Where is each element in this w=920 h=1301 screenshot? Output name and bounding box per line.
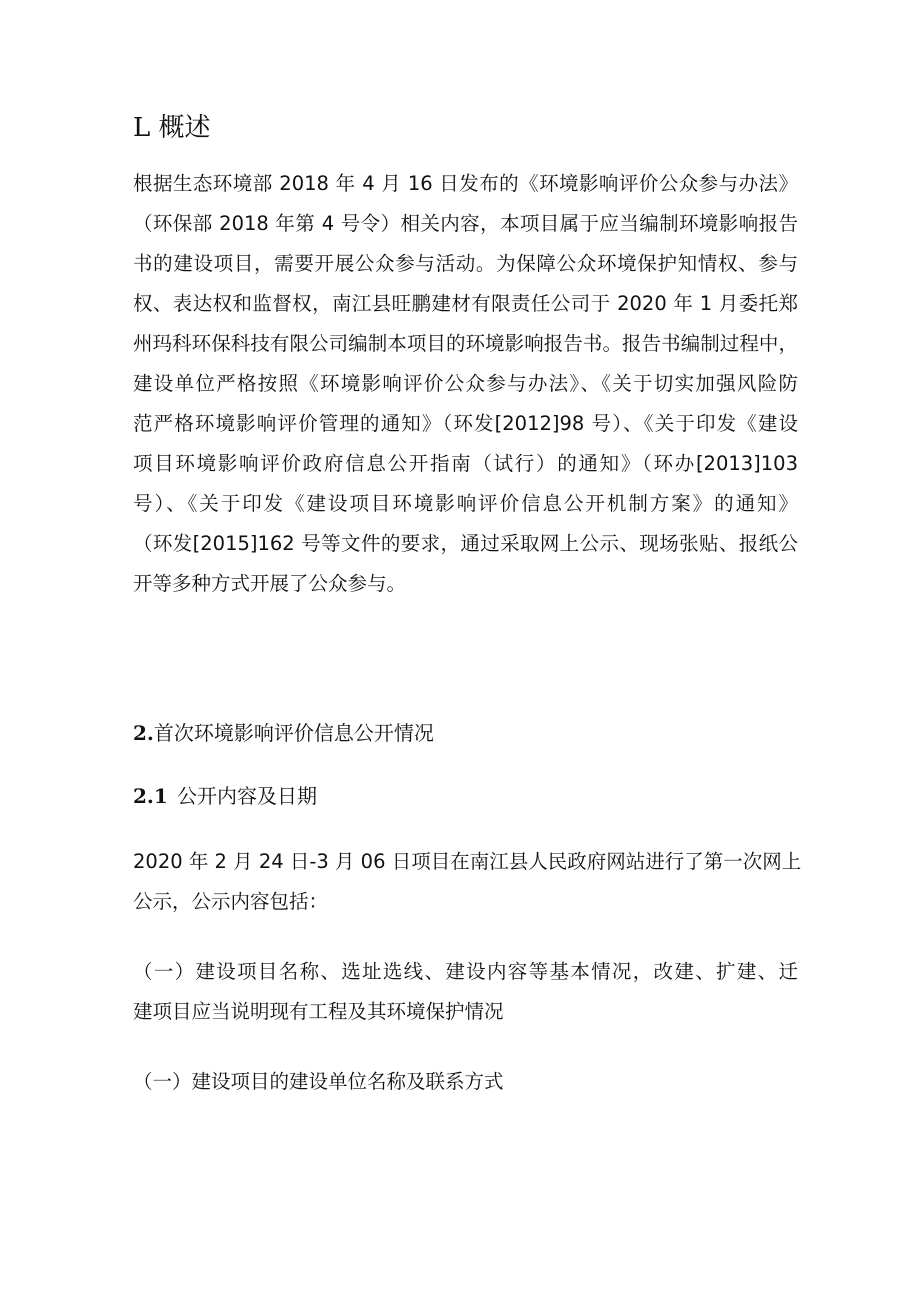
paragraph-line: 项目环境影响评价政府信息公开指南（试行）的通知》（环办[2013]103 [133,452,798,475]
section-1-title: L 概述 [133,113,211,143]
section-2-number: 2. [133,721,154,745]
paragraph-line: 开等多种方式开展了公众参与。 [133,572,407,595]
paragraph-line: 建设单位严格按照《环境影响评价公众参与办法》、《关于切实加强风险防 [133,372,798,395]
list-item-2 [133,1062,798,1102]
paragraph-line: 书的建设项目，需要开展公众参与活动。为保障公众环境保护知情权、参与 [133,252,798,275]
paragraph-line: 权、表达权和监督权，南江县旺鹏建材有限责任公司于 2020 年 1 月委托郑 [133,292,798,315]
paragraph-line: 范严格环境影响评价管理的通知》（环发[2012]98 号）、《关于印发《建设 [133,412,798,435]
paragraph-line: 州玛科环保科技有限公司编制本项目的环境影响报告书。报告书编制过程中， [133,332,798,355]
paragraph-line: 号）、《关于印发《建设项目环境影响评价信息公开机制方案》的通知》 [133,492,798,515]
list-item-1 [133,952,798,1032]
paragraph-line: （一）建设项目的建设单位名称及联系方式 [133,1070,504,1093]
paragraph-line: 2020 年 2 月 24 日-3 月 06 日项目在南江县人民政府网站进行了第一次网上 [133,850,802,873]
paragraph-line: 根据生态环境部 2018 年 4 月 16 日发布的《环境影响评价公众参与办法》 [133,172,798,195]
section-2-1-heading [133,778,317,814]
paragraph-line: （环保部 2018 年第 4 号令）相关内容，本项目属于应当编制环境影响报告 [133,212,798,235]
section-2-title: 首次环境影响评价信息公开情况 [153,721,434,745]
paragraph-line: 公示，公示内容包括： [133,890,329,913]
paragraph-line: （环发[2015]162 号等文件的要求，通过采取网上公示、现场张贴、报纸公 [133,532,798,555]
section-2-heading [133,715,434,751]
section-2-1-title: 公开内容及日期 [177,784,317,808]
section-2-1-number: 2.1 [133,784,168,808]
section-2-1-paragraph [133,842,802,922]
paragraph-line: （一）建设项目名称、选址选线、建设内容等基本情况，改建、扩建、迁 [133,960,798,983]
paragraph-line: 建项目应当说明现有工程及其环境保护情况 [133,1000,504,1023]
section-1-paragraph [133,164,798,604]
